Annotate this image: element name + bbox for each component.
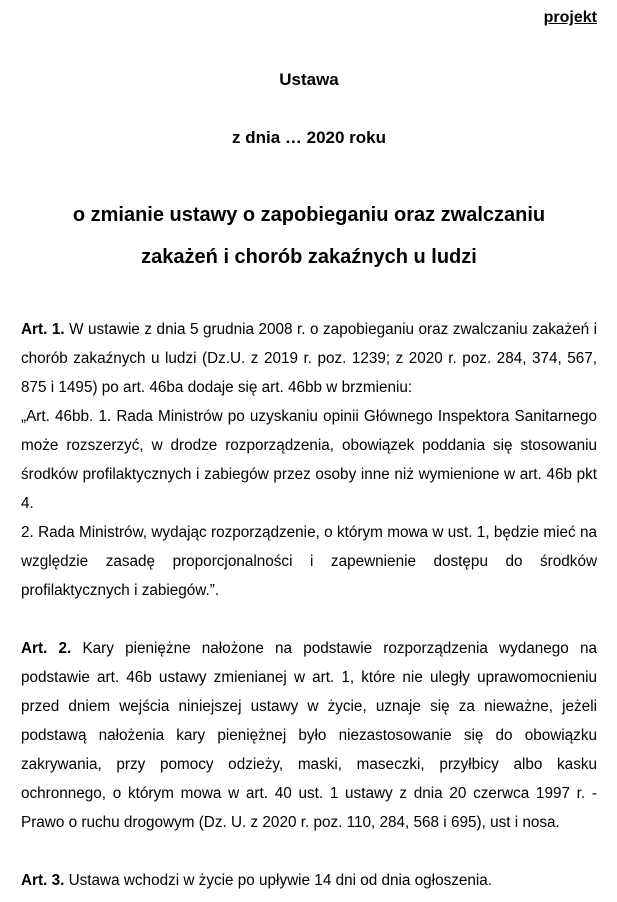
article-1-label: Art. 1. <box>21 321 65 338</box>
document-title <box>21 194 597 278</box>
draft-tag: projekt <box>543 9 597 26</box>
article-3-text: Ustawa wchodzi w życie po upływie 14 dni od dnia ogłoszenia. <box>68 872 493 889</box>
date-line: z dnia … 2020 roku <box>232 128 386 147</box>
article-3-label: Art. 3. <box>21 872 65 889</box>
article-2-label: Art. 2. <box>21 640 72 657</box>
article-1-text: W ustawie z dnia 5 grudnia 2008 r. o zapobieganiu oraz zwalczaniu zakażeń i chorób zakaźnych u ludzi (Dz.U. z 2019 r. poz. 1239; z 2020 r. poz. 284, 374, 567, 875 i 1495) po art. 46ba dodaje się art. 46bb w brzmieniu: <box>21 321 597 396</box>
doc-type-heading: Ustawa <box>279 70 339 89</box>
document-title-line-1: o zmianie ustawy o zapobieganiu oraz zwalczaniu <box>72 204 546 226</box>
article-1-quoted-provision-1: „Art. 46bb. 1. Rada Ministrów po uzyskaniu opinii Głównego Inspektora Sanitarnego może rozszerzyć, w drodze rozporządzenia, obowiązek poddania się stosowaniu środków profilaktycznych i zabiegów przez osoby inne niż wymienione w art. 46b pkt 4. <box>21 408 597 512</box>
article-2-text: Kary pieniężne nałożone na podstawie rozporządzenia wydanego na podstawie art. 46b ustawy zmienianej w art. 1, które nie uległy uprawomocnieniu przed dniem wejścia niniejszej ustawy w życie, uznaje się za nieważne, jeżeli podstawą nałożenia kary pieniężnej było niezastosowanie się do obowiązku zakrywania, przy pomocy odzieży, maski, maseczki, przyłbicy albo kasku ochronnego, o którym mowa w art. 40 ust. 1 ustawy z dnia 20 czerwca 1997 r. - Prawo o ruchu drogowym (Dz. U. z 2020 r. poz. 110, 284, 568 i 695), ust i nosa. <box>21 640 597 831</box>
article-1-paragraph <box>21 315 597 402</box>
document-title-line-2: zakażeń i chorób zakaźnych u ludzi <box>141 246 477 268</box>
article-3-paragraph <box>21 866 597 895</box>
article-1-quoted-provision-2: 2. Rada Ministrów, wydając rozporządzenie, o którym mowa w ust. 1, będzie mieć na względzie zasadę proporcjonalności i zapewnienie dostępu do środków profilaktycznych i zabiegów.”. <box>21 524 597 599</box>
article-2-paragraph <box>21 634 597 837</box>
